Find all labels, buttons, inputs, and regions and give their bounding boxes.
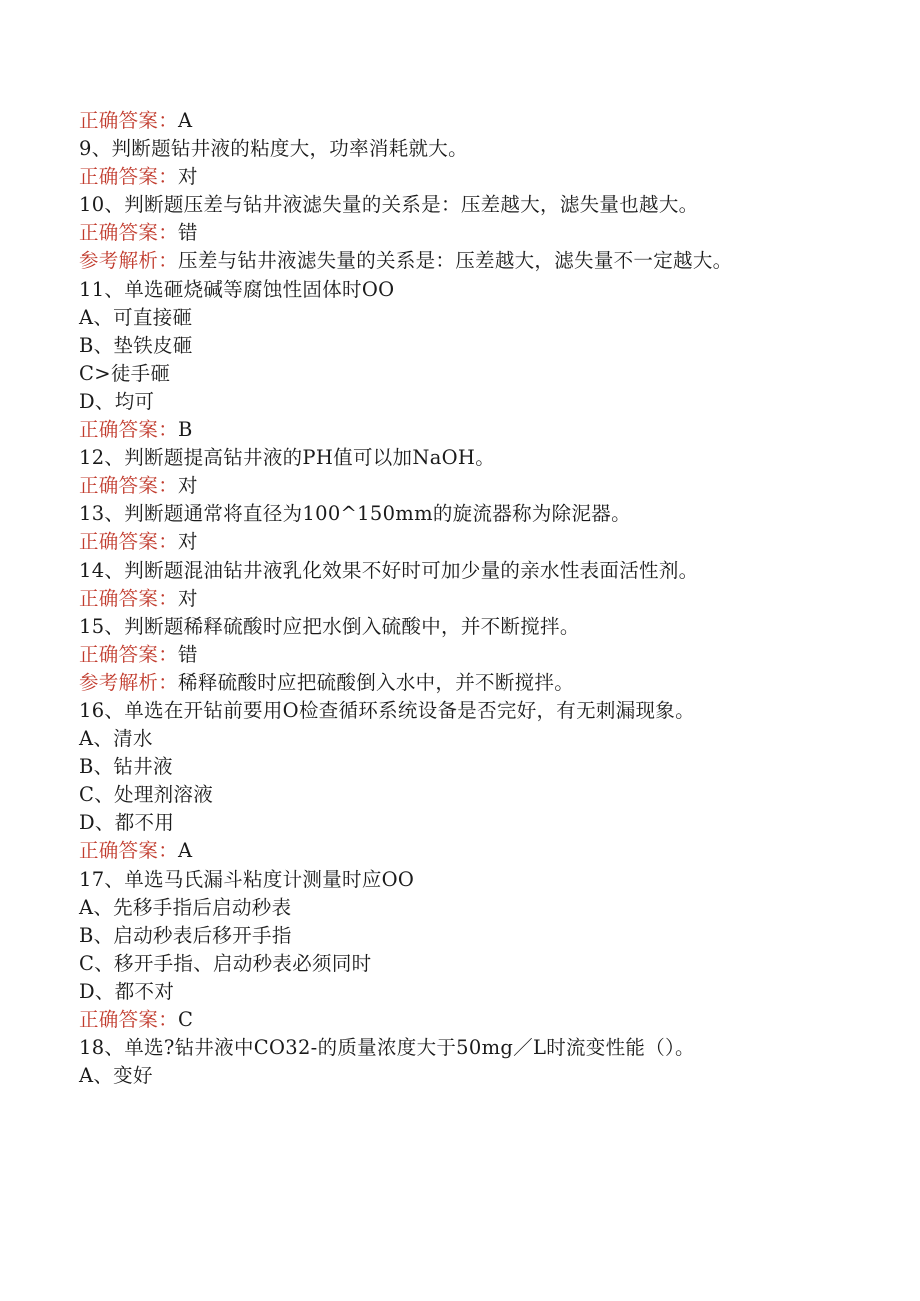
answer-line (79, 416, 869, 444)
answer-label: 正确答案： (79, 165, 179, 189)
option-line: D、都不对 (79, 979, 175, 1003)
option-line: C、处理剂溶液 (79, 783, 214, 807)
explanation-label: 参考解析： (79, 249, 179, 273)
answer-label: 正确答案： (79, 642, 179, 666)
question-line: 11、单选砸烧碱等腐蚀性固体时OO (79, 277, 395, 301)
option-line: D、都不用 (79, 811, 175, 835)
question-line: 18、单选?钻井液中CO32-的质量浓度大于50mg／L时流变性能（）。 (79, 1036, 695, 1060)
option-line: C、移开手指、启动秒表必须同时 (79, 951, 372, 975)
answer-value: C (178, 1008, 194, 1031)
option-line: B、垫铁皮砸 (79, 333, 193, 357)
explanation-text: 压差与钻井液滤失量的关系是：压差越大，滤失量不一定越大。 (178, 249, 733, 273)
question-line: 16、单选在开钻前要用O检查循环系统设备是否完好，有无刺漏现象。 (79, 698, 695, 722)
answer-label: 正确答案： (79, 109, 179, 132)
question-line: 15、判断题稀释硫酸时应把水倒入硫酸中，并不断搅拌。 (79, 614, 580, 638)
answer-label: 正确答案： (79, 839, 179, 863)
answer-line (79, 472, 869, 500)
answer-line (79, 1006, 869, 1034)
answer-value: 错 (178, 221, 198, 245)
option-line: A、变好 (79, 1064, 153, 1088)
answer-label: 正确答案： (79, 530, 179, 554)
document-body (79, 107, 869, 1090)
option-line: B、钻井液 (79, 755, 173, 779)
answer-value: 错 (178, 642, 198, 666)
answer-line (79, 641, 869, 669)
option-line: B、启动秒表后移开手指 (79, 923, 292, 947)
question-line: 13、判断题通常将直径为100^150mm的旋流器称为除泥器。 (79, 502, 631, 526)
question-line: 12、判断题提高钻井液的PH值可以加NaOH。 (79, 446, 496, 470)
answer-label: 正确答案： (79, 586, 179, 610)
answer-value: 对 (178, 474, 198, 498)
explanation-label: 参考解析： (79, 670, 179, 694)
option-line: A、清水 (79, 727, 153, 751)
answer-value: 对 (178, 165, 198, 189)
answer-line (79, 585, 869, 613)
answer-value: 对 (178, 530, 198, 554)
answer-label: 正确答案： (79, 474, 179, 498)
answer-value: 对 (178, 586, 198, 610)
question-line: 17、单选马氏漏斗粘度计测量时应OO (79, 867, 415, 891)
answer-line (79, 107, 869, 135)
question-line: 9、判断题钻井液的粘度大，功率消耗就大。 (79, 137, 468, 161)
question-line: 14、判断题混油钻井液乳化效果不好时可加少量的亲水性表面活性剂。 (79, 558, 699, 582)
explanation-line (79, 669, 869, 697)
option-line: A、可直接砸 (79, 305, 193, 329)
answer-value: A (178, 109, 193, 132)
option-line: A、先移手指后启动秒表 (79, 895, 292, 919)
answer-label: 正确答案： (79, 418, 179, 442)
answer-label: 正确答案： (79, 1008, 179, 1031)
explanation-line (79, 247, 869, 275)
answer-line (79, 837, 869, 865)
answer-line (79, 528, 869, 556)
answer-line (79, 219, 869, 247)
answer-value: A (178, 839, 193, 863)
answer-line (79, 163, 869, 191)
answer-value: B (178, 418, 193, 442)
question-line: 10、判断题压差与钻井液滤失量的关系是：压差越大，滤失量也越大。 (79, 193, 699, 217)
option-line: D、均可 (79, 389, 155, 413)
answer-label: 正确答案： (79, 221, 179, 245)
option-line: C>徒手砸 (79, 361, 171, 385)
explanation-text: 稀释硫酸时应把硫酸倒入水中，并不断搅拌。 (178, 670, 575, 694)
